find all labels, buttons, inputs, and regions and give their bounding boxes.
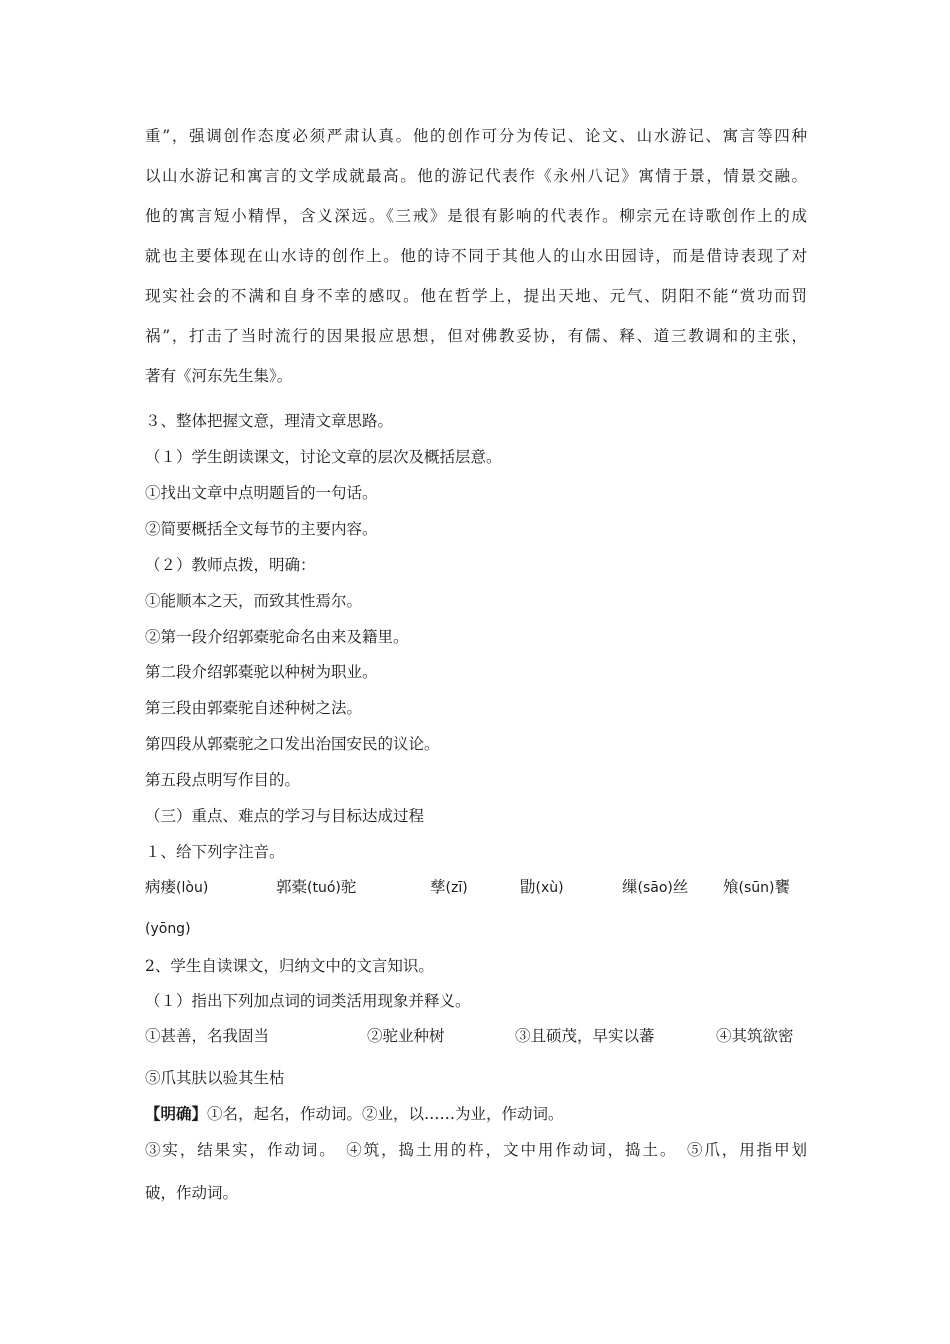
answer-text: ③实，结果实，作动词。 ④筑，捣土用的杵，文中用作动词，捣土。 ⑤爪，用指甲划 [145, 1141, 807, 1159]
subsection-heading: （１）学生朗读课文，讨论文章的层次及概括层意。 [145, 448, 502, 466]
question-item: ②简要概括全文每节的主要内容。 [145, 520, 378, 538]
intro-paragraph [145, 116, 807, 396]
answer-text: ①名，起名，作动词。②业，以……为业，作动词。 [207, 1105, 564, 1123]
subsection-heading: （１）指出下列加点词的词类活用现象并释义。 [145, 992, 471, 1010]
answer-block [145, 1103, 825, 1125]
subsection-heading: （２）教师点拨，明确： [145, 556, 316, 574]
pinyin-word: 病瘘(lòu) [145, 878, 209, 896]
exercise-item: 2、学生自读课文，归纳文中的文言知识。 [145, 957, 434, 975]
intro-line: 以山水游记和寓言的文学成就最高。他的游记代表作《永州八记》寓情于景，情景交融。 [145, 167, 807, 185]
paragraph-summary: 第二段介绍郭橐驼以种树为职业。 [145, 663, 378, 681]
pinyin-word: 孳(zī) [430, 878, 468, 896]
intro-line: 重”，强调创作态度必须严肃认真。他的创作可分为传记、论文、山水游记、寓言等四种 [145, 127, 807, 145]
pinyin-word: 缫(sāo)丝 [622, 878, 689, 896]
pinyin-word: 郭橐(tuó)驼 [276, 878, 357, 896]
section-heading: （三）重点、难点的学习与目标达成过程 [145, 807, 425, 825]
pinyin-wrap: (yōng) [145, 921, 191, 937]
answer-label: 【明确】 [145, 1104, 208, 1123]
example-item: ①甚善，名我固当 [145, 1027, 270, 1045]
intro-line: 著有《河东先生集》。 [145, 367, 293, 385]
intro-line: 就也主要体现在山水诗的创作上。他的诗不同于其他人的山水田园诗，而是借诗表现了对 [145, 247, 807, 265]
intro-line: 他的寓言短小精悍，含义深远。《三戒》是很有影响的代表作。柳宗元在诗歌创作上的成 [145, 207, 807, 225]
answer-item: ①能顺本之天，而致其性焉尔。 [145, 592, 363, 610]
paragraph-summary: 第五段点明写作目的。 [145, 771, 301, 789]
example-item: ⑤爪其肤以验其生枯 [145, 1069, 285, 1087]
exercise-item: １、给下列字注音。 [145, 843, 285, 861]
example-item: ④其筑欲密 [716, 1027, 794, 1045]
paragraph-summary: 第三段由郭橐驼自述种树之法。 [145, 699, 363, 717]
paragraph-summary: 第四段从郭橐驼之口发出治国安民的议论。 [145, 735, 440, 753]
section-heading: ３、整体把握文意，理清文章思路。 [145, 412, 394, 430]
answer-item: ②第一段介绍郭橐驼命名由来及籍里。 [145, 628, 409, 646]
intro-line: 现实社会的不满和自身不幸的感叹。他在哲学上，提出天地、元气、阴阳不能“赏功而罚 [145, 287, 807, 305]
intro-line: 祸”，打击了当时流行的因果报应思想，但对佛教妥协，有儒、释、道三教调和的主张， [145, 327, 807, 345]
pinyin-word: 勖(xù) [520, 878, 564, 896]
question-item: ①找出文章中点明题旨的一句话。 [145, 484, 378, 502]
pinyin-word: 飧(sūn)饔 [723, 878, 790, 896]
example-item: ②驼业种树 [367, 1027, 445, 1045]
answer-text: 破，作动词。 [145, 1184, 239, 1202]
example-item: ③且硕茂，早实以蕃 [515, 1027, 655, 1045]
